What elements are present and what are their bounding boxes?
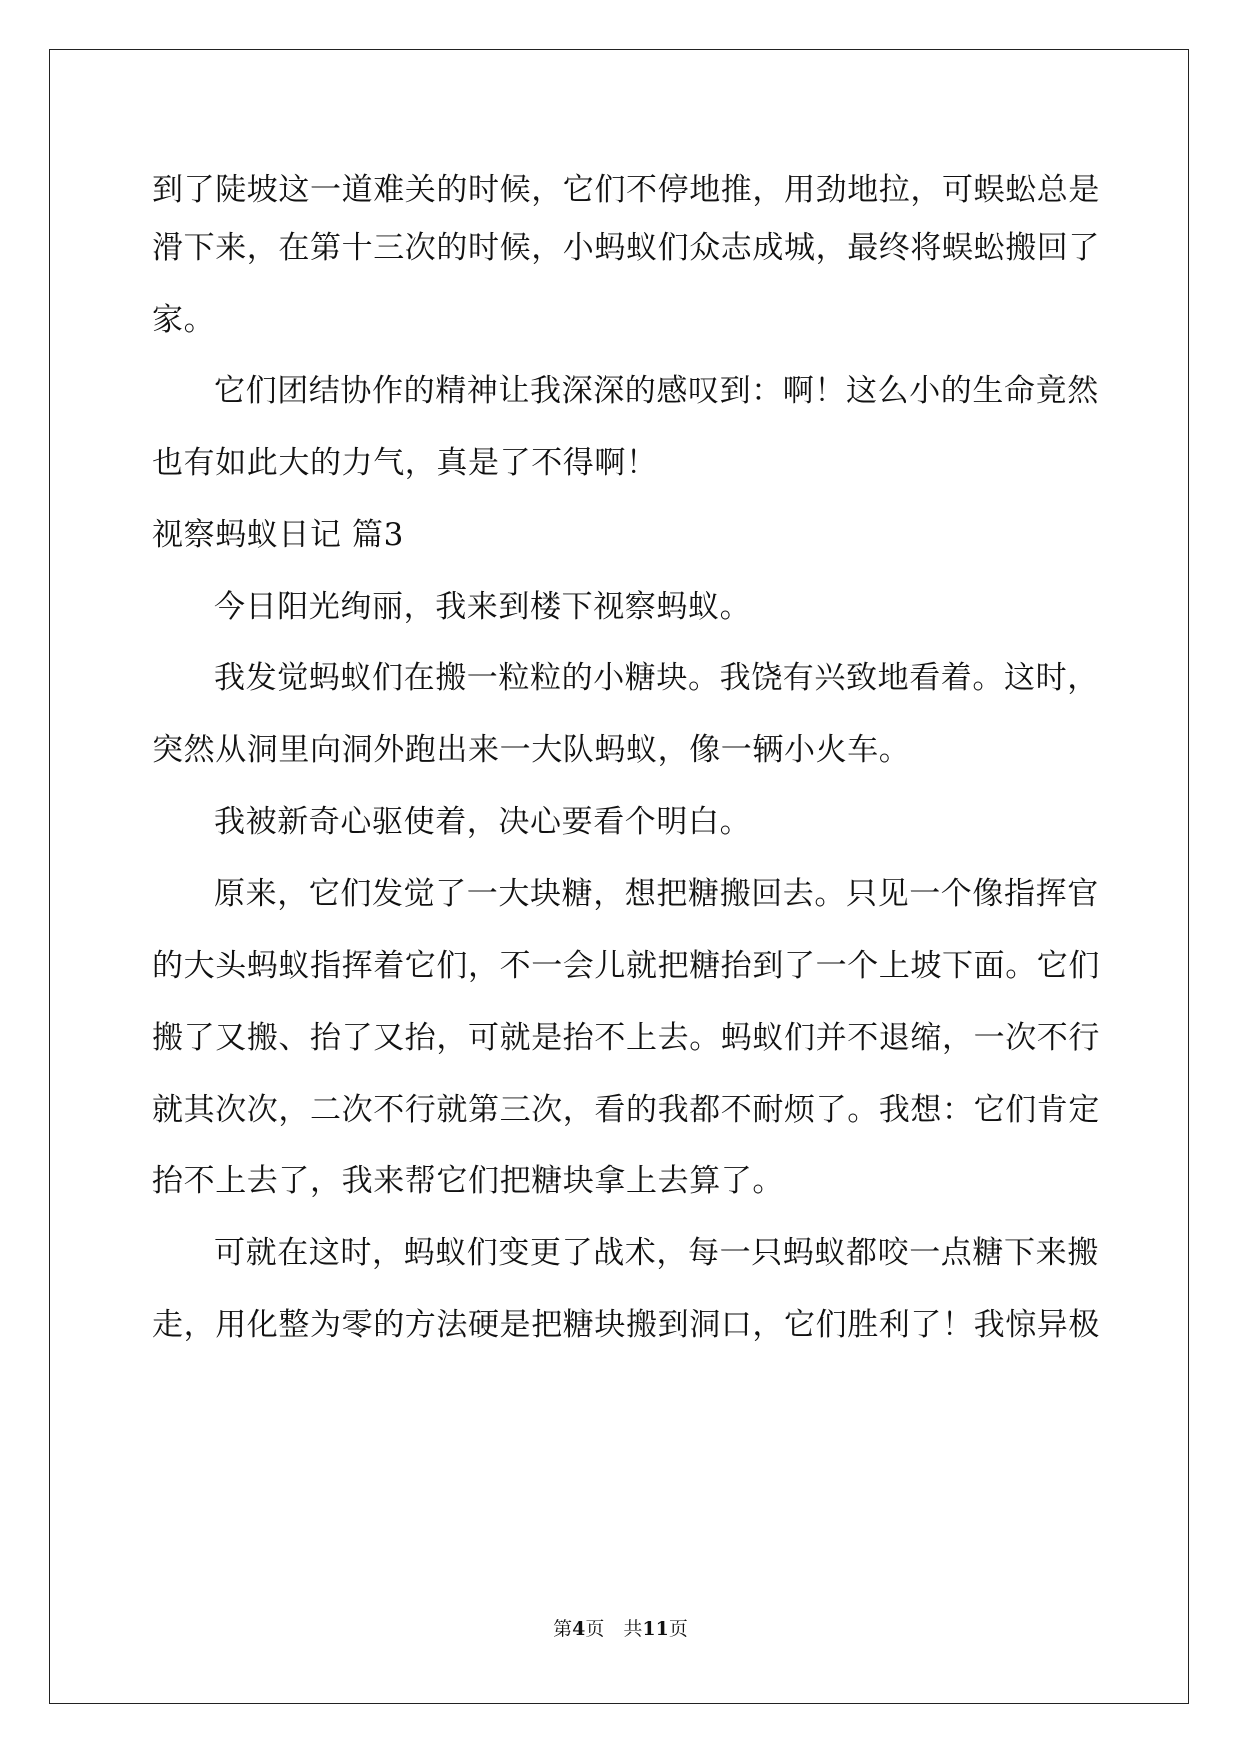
text-line: 抬不上去了，我来帮它们把糖块拿上去算了。 <box>152 1163 784 1199</box>
footer-mid: 页 共 <box>585 1618 643 1640</box>
page-footer <box>0 1617 1241 1641</box>
text-line: 我被新奇心驱使着，决心要看个明白。 <box>214 804 752 840</box>
text-line: 家。 <box>152 302 216 338</box>
text-line: 我发觉蚂蚁们在搬一粒粒的小糖块。我饶有兴致地看着。这时， <box>214 660 1099 696</box>
footer-total-pages: 11 <box>642 1618 669 1640</box>
text-line: 今日阳光绚丽，我来到楼下视察蚂蚁。 <box>214 589 752 625</box>
text-line: 搬了又搬、抬了又抬，可就是抬不上去。蚂蚁们并不退缩，一次不行 <box>152 1020 1100 1056</box>
text-line: 走，用化整为零的方法硬是把糖块搬到洞口，它们胜利了！我惊异极 <box>152 1307 1100 1343</box>
text-line: 滑下来，在第十三次的时候，小蚂蚁们众志成城，最终将蜈蚣搬回了 <box>152 230 1100 266</box>
text-line: 到了陡坡这一道难关的时候，它们不停地推，用劲地拉，可蜈蚣总是 <box>152 172 1100 208</box>
text-line: 原来，它们发觉了一大块糖，想把糖搬回去。只见一个像指挥官 <box>214 876 1099 912</box>
section-heading: 视察蚂蚁日记 篇3 <box>152 517 404 553</box>
text-line: 它们团结协作的精神让我深深的感叹到：啊！这么小的生命竟然 <box>214 373 1099 409</box>
text-line: 突然从洞里向洞外跑出来一大队蚂蚁，像一辆小火车。 <box>152 732 911 768</box>
text-line: 也有如此大的力气，真是了不得啊！ <box>152 445 658 481</box>
footer-prefix: 第 <box>553 1618 573 1640</box>
footer-page-number: 4 <box>572 1618 586 1640</box>
text-line: 的大头蚂蚁指挥着它们，不一会儿就把糖抬到了一个上坡下面。它们 <box>152 948 1100 984</box>
text-line: 就其次次，二次不行就第三次，看的我都不耐烦了。我想：它们肯定 <box>152 1092 1100 1128</box>
footer-suffix: 页 <box>668 1618 688 1640</box>
text-line: 可就在这时，蚂蚁们变更了战术，每一只蚂蚁都咬一点糖下来搬 <box>214 1235 1099 1271</box>
